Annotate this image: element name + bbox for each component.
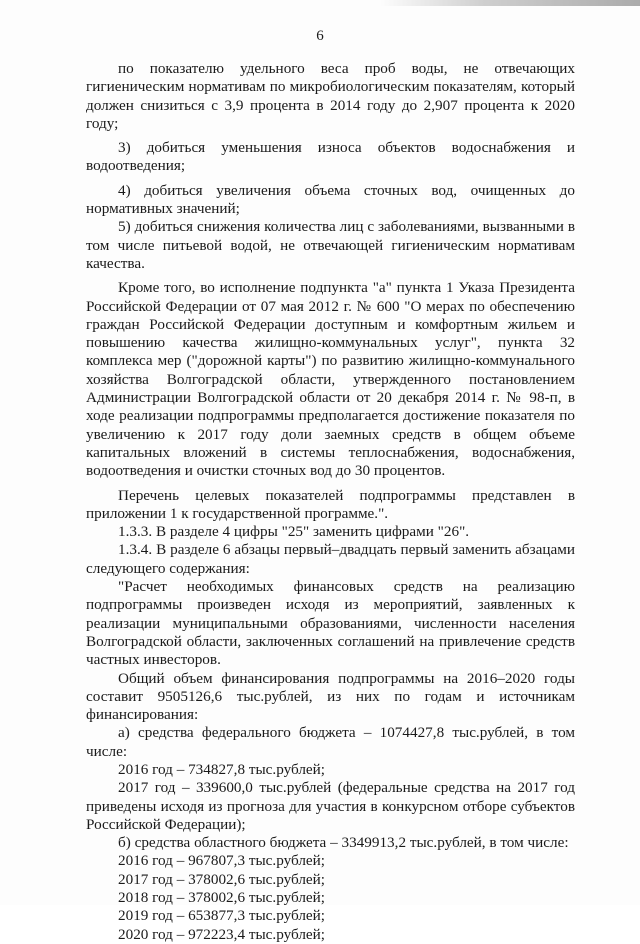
paragraph: 5) добиться снижения количества лиц с заболеваниями, вызванными в том числе питьевой водой, не отвечающей гигиеническим нормативам качества. — [86, 218, 575, 272]
paragraph: 2016 год – 967807,3 тыс.рублей; — [118, 852, 326, 870]
scan-artifact — [380, 0, 640, 6]
paragraph: 1.3.3. В разделе 4 цифры "25" заменить цифрами "26". — [118, 523, 470, 541]
paragraph: 3) добиться уменьшения износа объектов водоснабжения и водоотведения; — [86, 139, 575, 175]
paragraph: Перечень целевых показателей подпрограммы представлен в приложении 1 к государственной программе.". — [86, 486, 575, 522]
paragraph: 2017 год – 339600,0 тыс.рублей (федеральные средства на 2017 год приведены исходя из прогноза для участия в конкурсном отборе субъектов Российской Федерации); — [86, 779, 575, 833]
paragraph: 2019 год – 653877,3 тыс.рублей; — [118, 907, 326, 925]
paragraph: 1.3.4. В разделе 6 абзацы первый–двадцать первый заменить абзацами следующего содержания: — [86, 541, 575, 577]
paragraph: б) средства областного бюджета – 3349913,2 тыс.рублей, в том числе: — [118, 834, 569, 852]
paragraph: Общий объем финансирования подпрограммы на 2016–2020 годы составит 9505126,6 тыс.рублей, из них по годам и источникам финансирования: — [86, 669, 575, 724]
paragraph: по показателю удельного веса проб воды, не отвечающих гигиеническим нормативам по микробиологическим показателям, который должен снизиться с 3,9 процента в 2014 году до 2,907 процента к 2020 году; — [86, 60, 575, 132]
paragraph: 2020 год – 972223,4 тыс.рублей; — [118, 925, 326, 943]
paragraph: 2017 год – 378002,6 тыс.рублей; — [118, 870, 326, 888]
page-number: 6 — [316, 28, 324, 44]
paragraph: 2016 год – 734827,8 тыс.рублей; — [118, 760, 326, 778]
paragraph: а) средства федерального бюджета – 1074427,8 тыс.рублей, в том числе: — [86, 724, 575, 760]
paragraph: 2018 год – 378002,6 тыс.рублей; — [118, 889, 326, 907]
paragraph: "Расчет необходимых финансовых средств на реализацию подпрограммы произведен исходя из мероприятий, заявленных к реализации муниципальными образованиями, численности населения Волгоградской области, заключенных соглашений на привлечение средств частных инвесторов. — [86, 578, 575, 669]
paragraph: 4) добиться увеличения объема сточных вод, очищенных до нормативных значений; — [86, 181, 575, 218]
paragraph: Кроме того, во исполнение подпункта "а" пункта 1 Указа Президента Российской Федерации от 07 мая 2012 г. № 600 "О мерах по обеспечению граждан Российской Федерации доступным и комфортным жильем и повышению качества жилищно-коммунальных услуг", пункта 32 комплекса мер ("дорожной карты") по развитию жилищно-коммунального хозяйства Волгоградской области, утвержденного постановлением Администрации Волгоградской области от 20 декабря 2014 г. № 98-п, в ходе реализации подпрограммы предполагается достижение показателя по увеличению к 2017 году доли заемных средств в общем объеме капитальных вложений в системы теплоснабжения, водоснабжения, водоотведения и очистки сточных вод до 30 процентов. — [86, 279, 575, 480]
document-body — [86, 60, 575, 944]
